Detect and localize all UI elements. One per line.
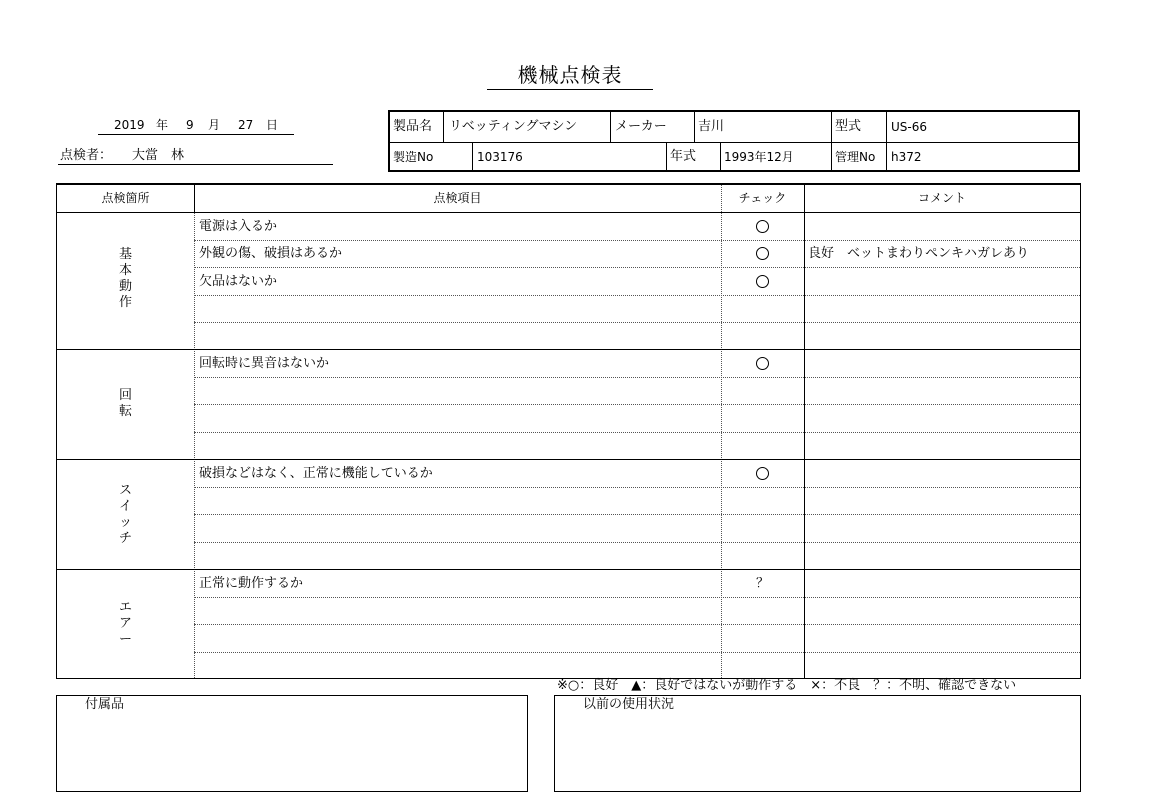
serial-label: 製造No bbox=[393, 150, 434, 164]
product-name-label: 製品名 bbox=[393, 119, 433, 134]
maker-label: メーカー bbox=[615, 119, 667, 134]
header-location: 点検箇所 bbox=[101, 191, 150, 205]
accessories-box bbox=[56, 695, 528, 792]
good-circle-icon bbox=[756, 467, 769, 480]
good-circle-icon bbox=[756, 357, 769, 370]
accessories-label: 付属品 bbox=[85, 697, 125, 712]
date-year-unit: 年 bbox=[156, 118, 169, 132]
previous-usage-box bbox=[554, 695, 1081, 792]
section-label-air: エ ア ー bbox=[118, 600, 132, 647]
control-label: 管理No bbox=[835, 150, 876, 164]
year-value: 1993年12月 bbox=[724, 150, 794, 164]
section-label-rotation: 回 転 bbox=[118, 388, 132, 419]
serial-value: 103176 bbox=[477, 150, 523, 164]
check-air-operation: ？ bbox=[755, 576, 769, 591]
check-rotation-noise bbox=[721, 350, 804, 377]
date-month: 9 bbox=[186, 118, 194, 132]
check-power bbox=[721, 213, 804, 240]
header-comment: コメント bbox=[917, 191, 966, 205]
item-power: 電源は入るか bbox=[199, 219, 278, 234]
date-day-unit: 日 bbox=[266, 118, 279, 132]
date-month-unit: 月 bbox=[208, 118, 221, 132]
date-year: 2019 bbox=[114, 118, 145, 132]
maker-value: 吉川 bbox=[698, 119, 725, 134]
section-label-basic: 基 本 動 作 bbox=[118, 247, 132, 310]
check-switch-function bbox=[721, 460, 804, 487]
inspection-date bbox=[98, 117, 294, 135]
good-circle-icon bbox=[756, 247, 769, 260]
inspection-table bbox=[56, 183, 1081, 679]
item-rotation-noise: 回転時に異音はないか bbox=[199, 356, 330, 371]
header-check: チェック bbox=[738, 191, 787, 205]
inspector-field bbox=[58, 147, 333, 165]
control-value: h372 bbox=[891, 150, 922, 164]
header-item: 点検項目 bbox=[433, 191, 482, 205]
check-missing-parts bbox=[721, 268, 804, 295]
model-value: US-66 bbox=[891, 120, 927, 134]
section-label-switch: ス イ ッ チ bbox=[118, 483, 132, 546]
good-circle-icon bbox=[756, 275, 769, 288]
item-missing-parts: 欠品はないか bbox=[199, 274, 278, 289]
year-label: 年式 bbox=[670, 149, 697, 164]
item-switch-function: 破損などはなく、正常に機能しているか bbox=[199, 466, 433, 481]
inspector-label: 点検者： bbox=[60, 148, 113, 163]
model-label: 型式 bbox=[835, 119, 862, 134]
product-name-value: リベッティングマシン bbox=[449, 119, 578, 134]
date-day: 27 bbox=[238, 118, 254, 132]
comment-appearance: 良好 ベットまわりペンキハガレあり bbox=[808, 246, 1030, 261]
good-circle-icon bbox=[756, 220, 769, 233]
check-appearance bbox=[721, 240, 804, 267]
item-appearance: 外観の傷、破損はあるか bbox=[199, 246, 343, 261]
sheet-title: 機械点検表 bbox=[487, 62, 653, 90]
item-air-operation: 正常に動作するか bbox=[199, 576, 304, 591]
machine-info-box bbox=[388, 110, 1080, 172]
inspector-name: 大當 林 bbox=[132, 148, 185, 163]
previous-usage-label: 以前の使用状況 bbox=[583, 697, 675, 712]
check-legend: ※○：良好 ▲：良好ではないが動作する ×：不良 ？：不明、確認できない bbox=[557, 678, 1017, 693]
